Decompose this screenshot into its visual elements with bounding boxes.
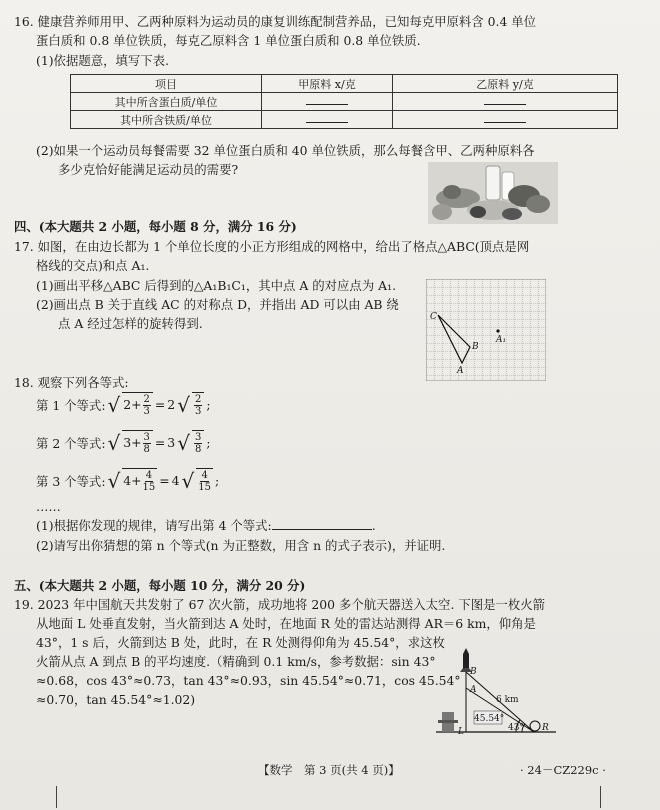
section-4-heading: 四、(本大题共 2 小题，每小题 8 分，满分 16 分) [14,219,297,234]
label-b: B [470,667,477,677]
q18-eq-3: 第 3 个等式: √ 4+ $\frac{4}{15}$ = 4 √ $\frac{4}{15}$ ; [36,468,220,493]
label-a: A [470,685,477,695]
eq-num: 2 [143,394,150,405]
crop-mark-left [34,786,57,808]
table-row-protein: 其中所含蛋白质/单位 [71,93,262,111]
q19-line5: ≈0.68，cos 43°≈0.73，tan 43°≈0.93，sin 45.54°≈0.71，cos 45.54° [36,673,461,688]
eq-label: 第 3 个等式: [36,473,106,489]
q16-sub1: (1)依据题意，填写下表. [36,53,170,68]
eq-den: 3 [194,406,202,417]
label-angle-4554: 45.54° [474,714,505,724]
table-header-a: 甲原料 x/克 [262,75,393,93]
q18-sub1-text: (1)根据你发现的规律，请写出第 4 个等式: [36,518,272,533]
label-a: A [457,366,464,376]
q19-line6: ≈0.70，tan 45.54°≈1.02) [36,692,196,707]
crop-mark-right [600,786,623,808]
blank-cell[interactable] [393,111,618,129]
label-l: L [458,727,464,737]
label-c: C [430,312,437,322]
table-header-item: 项目 [71,75,262,93]
eq-num: 3 [143,432,150,443]
eq-den: 8 [194,444,202,455]
table-row-iron: 其中所含铁质/单位 [71,111,262,129]
grid-lines [426,279,546,381]
q16-sub2-line2: 多少克恰好能满足运动员的需要? [58,162,239,177]
eq-coef: 3 [167,435,176,450]
eq-base: 4 [123,473,132,488]
q18-sub2: (2)请写出你猜想的第 n 个等式(n 为正整数，用含 n 的式子表示)，并证明. [36,538,446,553]
blank-cell[interactable] [393,93,618,111]
table-header-b: 乙原料 y/克 [393,75,618,93]
q17-line2: 格线的交点)和点 A₁. [36,258,150,273]
q17-sub1: (1)画出平移△ABC 后得到的△A₁B₁C₁，其中点 A 的对应点为 A₁. [36,278,397,293]
q18-eq-2: 第 2 个等式: √ 3+ $\frac{3}{8}$ = 3 √ $\frac{3}{8}$ ; [36,430,211,455]
eq-num: 2 [194,394,202,405]
blank-cell[interactable] [262,93,393,111]
eq-den: 15 [142,482,156,493]
label-a1: A₁ [496,335,507,345]
food-photo [428,162,558,224]
label-angle-43: 43° [508,723,524,733]
q16-table [70,74,618,129]
eq-den: 8 [143,444,150,455]
answer-blank[interactable] [272,519,372,530]
q16-line1: 16. 健康营养师用甲、乙两种原料为运动员的康复训练配制营养品，已知每克甲原料含 0.4 单位 [14,14,537,29]
eq-num: 4 [201,470,208,481]
eq-coef: 2 [167,397,176,412]
q19-line3: 43°，1 s 后，火箭到达 B 处，此时，在 R 处测得仰角为 45.54°，求这枚 [36,635,445,650]
q18-title: 18. 观察下列各等式: [14,375,129,390]
eq-den: 15 [198,482,212,493]
q18-eq-1: 第 1 个等式: √ 2+ $\frac{2}{3}$ = 2 √ $\frac{2}{3}$ ; [36,392,211,417]
eq-den: 3 [143,406,150,417]
eq-base: 3 [123,435,132,450]
q19-line4: 火箭从点 A 到点 B 的平均速度.（精确到 0.1 km/s，参考数据：sin 43° [36,654,436,669]
footer-page-info: 【数学 第 3 页(共 4 页)】 [258,763,400,777]
eq-num: 3 [194,432,202,443]
eq-num: 4 [145,470,153,481]
label-r: R [542,723,549,733]
q18-dots: …… [36,499,61,514]
eq-base: 2 [123,397,132,412]
eq-label: 第 1 个等式: [36,397,106,413]
grid-figure [426,279,546,381]
q18-sub1: (1)根据你发现的规律，请写出第 4 个等式: . [36,518,376,533]
q17-sub2-line2: 点 A 经过怎样的旋转得到. [58,316,203,331]
q19-line1: 19. 2023 年中国航天共发射了 67 次火箭，成功地将 200 多个航天器送入太空. 下图是一枚火箭 [14,597,546,612]
q17-line1: 17. 如图，在由边长都为 1 个单位长度的小正方形组成的网格中，给出了格点△ABC(顶点是网 [14,239,530,254]
q16-sub2-line1: (2)如果一个运动员每餐需要 32 单位蛋白质和 40 单位铁质，那么每餐含甲、乙两种原料各 [36,143,535,158]
q16-line2: 蛋白质和 0.8 单位铁质，每克乙原料含 1 单位蛋白质和 0.8 单位铁质. [36,33,421,48]
section-5-heading: 五、(本大题共 2 小题，每小题 10 分，满分 20 分) [14,578,306,593]
eq-label: 第 2 个等式: [36,435,106,451]
footer-code: · 24－CZ229c · [520,763,606,777]
label-distance: 6 km [496,695,519,705]
q17-sub2-line1: (2)画出点 B 关于直线 AC 的对称点 D，并指出 AD 可以由 AB 绕 [36,297,399,312]
blank-cell[interactable] [262,111,393,129]
q19-line2: 从地面 L 处垂直发射，当火箭到达 A 处时，在地面 R 处的雷达站测得 AR＝6 km，仰角是 [36,616,536,631]
eq-coef: 4 [171,473,180,488]
label-b: B [472,342,479,352]
rocket-figure [434,648,558,740]
